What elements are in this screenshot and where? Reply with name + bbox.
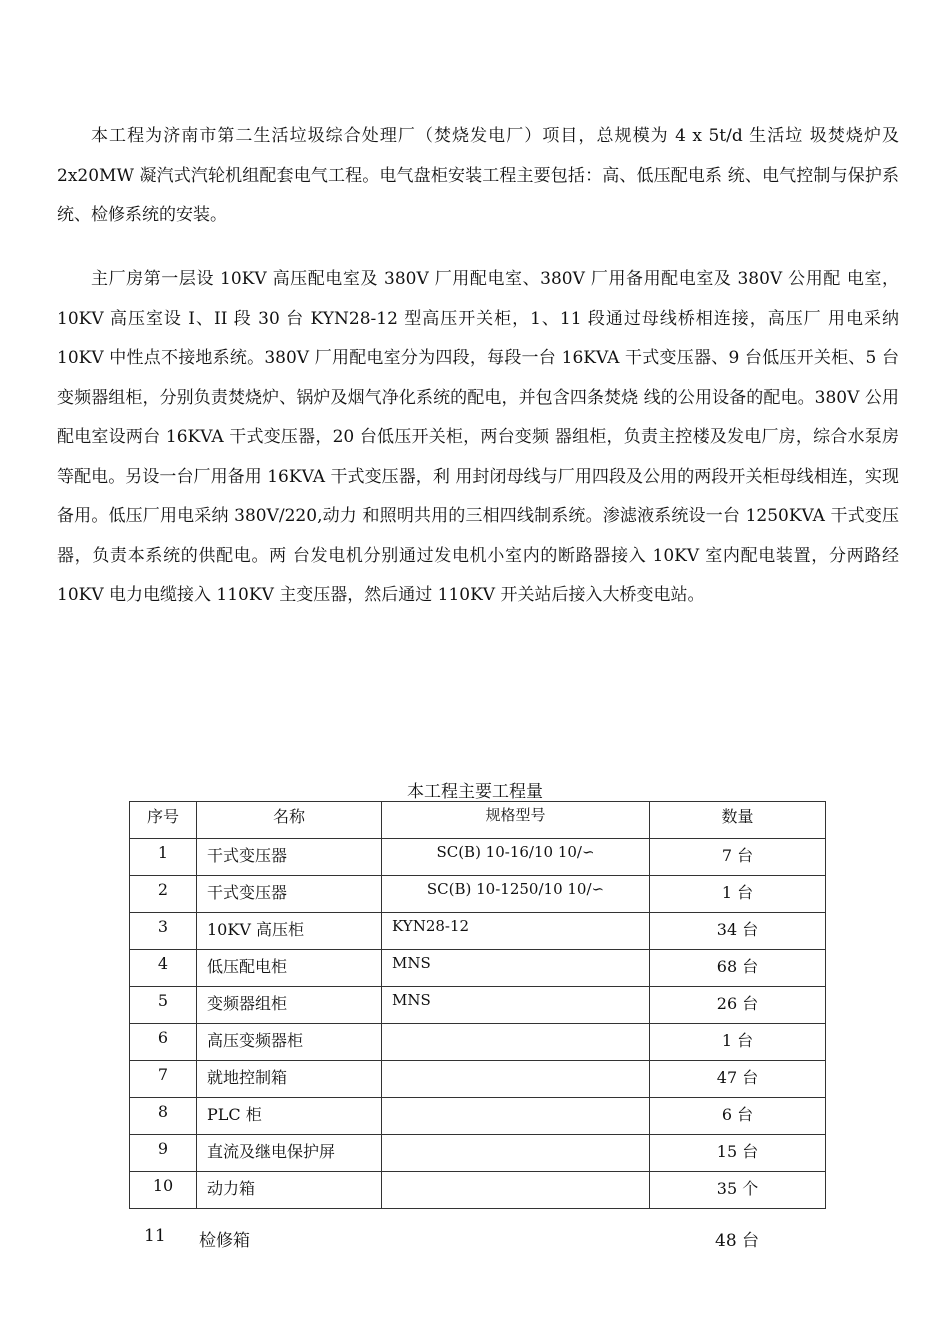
cell-name: PLC 柜	[197, 1098, 382, 1135]
cell-name: 高压变频器柜	[197, 1024, 382, 1061]
table-row	[130, 839, 826, 876]
cell-spec	[382, 1135, 650, 1172]
work-quantity-table	[129, 801, 826, 1209]
cell-qty: 47 台	[650, 1061, 826, 1098]
cell-no: 8	[130, 1098, 197, 1135]
table-row	[130, 1135, 826, 1172]
cell-no: 6	[130, 1024, 197, 1061]
cell-qty: 1 台	[650, 876, 826, 913]
table-row	[130, 950, 826, 987]
cell-qty: 6 台	[650, 1098, 826, 1135]
cell-qty: 7 台	[650, 839, 826, 876]
header-no: 序号	[130, 802, 197, 839]
cell-no: 7	[130, 1061, 197, 1098]
cell-qty: 15 台	[650, 1135, 826, 1172]
cell-spec: KYN28-12	[382, 913, 650, 950]
header-spec: 规格型号	[382, 802, 650, 839]
cell-no: 1	[130, 839, 197, 876]
cell-name: 变频器组柜	[197, 987, 382, 1024]
table-row	[130, 1172, 826, 1209]
table-row	[130, 1098, 826, 1135]
cell-qty: 1 台	[650, 1024, 826, 1061]
cell-spec	[382, 1024, 650, 1061]
cell-name: 检修箱	[199, 1231, 250, 1251]
table-title: 本工程主要工程量	[407, 782, 543, 802]
cell-spec	[382, 1172, 650, 1209]
cell-spec	[382, 1098, 650, 1135]
cell-spec: SC(B) 10-1250/10 10/∽	[382, 876, 650, 913]
table-row	[130, 987, 826, 1024]
cell-no: 9	[130, 1135, 197, 1172]
table-row	[130, 1024, 826, 1061]
cell-no: 5	[130, 987, 197, 1024]
cell-no: 4	[130, 950, 197, 987]
cell-qty: 26 台	[650, 987, 826, 1024]
table-row-unbordered	[129, 1226, 825, 1250]
intro-paragraph: 本工程为济南市第二生活垃圾综合处理厂（焚烧发电厂）项目，总规模为 4 x 5t/d 生活垃 圾焚烧炉及 2x20MW 凝汽式汽轮机组配套电气工程。电气盘柜安装工程主要包括：高、低压配电系 统、电气控制与保护系统、检修系统的安装。	[57, 126, 899, 225]
table-header-row	[130, 802, 826, 839]
table-row	[130, 913, 826, 950]
cell-name: 就地控制箱	[197, 1061, 382, 1098]
cell-spec	[382, 1061, 650, 1098]
cell-qty: 34 台	[650, 913, 826, 950]
cell-qty: 48 台	[715, 1231, 760, 1251]
table-row	[130, 1061, 826, 1098]
cell-name: 干式变压器	[197, 876, 382, 913]
cell-no: 11	[144, 1226, 166, 1246]
cell-qty: 68 台	[650, 950, 826, 987]
cell-spec: MNS	[382, 987, 650, 1024]
cell-spec: SC(B) 10-16/10 10/∽	[382, 839, 650, 876]
header-name: 名称	[197, 802, 382, 839]
cell-qty: 35 个	[650, 1172, 826, 1209]
header-qty: 数量	[650, 802, 826, 839]
cell-name: 动力箱	[197, 1172, 382, 1209]
cell-name: 10KV 高压柜	[197, 913, 382, 950]
cell-name: 直流及继电保护屏	[197, 1135, 382, 1172]
main-building-paragraph: 主厂房第一层设 10KV 高压配电室及 380V 厂用配电室、380V 厂用备用配电室及 380V 公用配 电室，10KV 高压室设 I、II 段 30 台 KYN28-12 型高压开关柜，1、11 段通过母线桥相连接，高压厂 用电采纳 10KV 中性点不接地系统。380V 厂用配电室分为四段，每段一台 16KVA 干式变压器、9 台低压开关柜、5 台变频器组柜，分别负责焚烧炉、锅炉及烟气净化系统的配电，并包含四条焚烧 线的公用设备的配电。380V 公用配电室设两台 16KVA 干式变压器，20 台低压开关柜，两台变频 器组柜，负责主控楼及发电厂房，综合水泵房等配电。另设一台厂用备用 16KVA 干式变压器，利 用封闭母线与厂用四段及公用的两段开关柜母线相连，实现备用。低压厂用电采纳 380V/220,动力 和照明共用的三相四线制系统。渗滤液系统设一台 1250KVA 干式变压器，负责本系统的供配电。两 台发电机分别通过发电机小室内的断路器接入 10KV 室内配电装置，分两路经 10KV 电力电缆接入 110KV 主变压器，然后通过 110KV 开关站后接入大桥变电站。	[57, 269, 899, 605]
cell-name: 干式变压器	[197, 839, 382, 876]
cell-no: 2	[130, 876, 197, 913]
cell-spec: MNS	[382, 950, 650, 987]
table-row	[130, 876, 826, 913]
cell-no: 3	[130, 913, 197, 950]
cell-no: 10	[130, 1172, 197, 1209]
cell-name: 低压配电柜	[197, 950, 382, 987]
